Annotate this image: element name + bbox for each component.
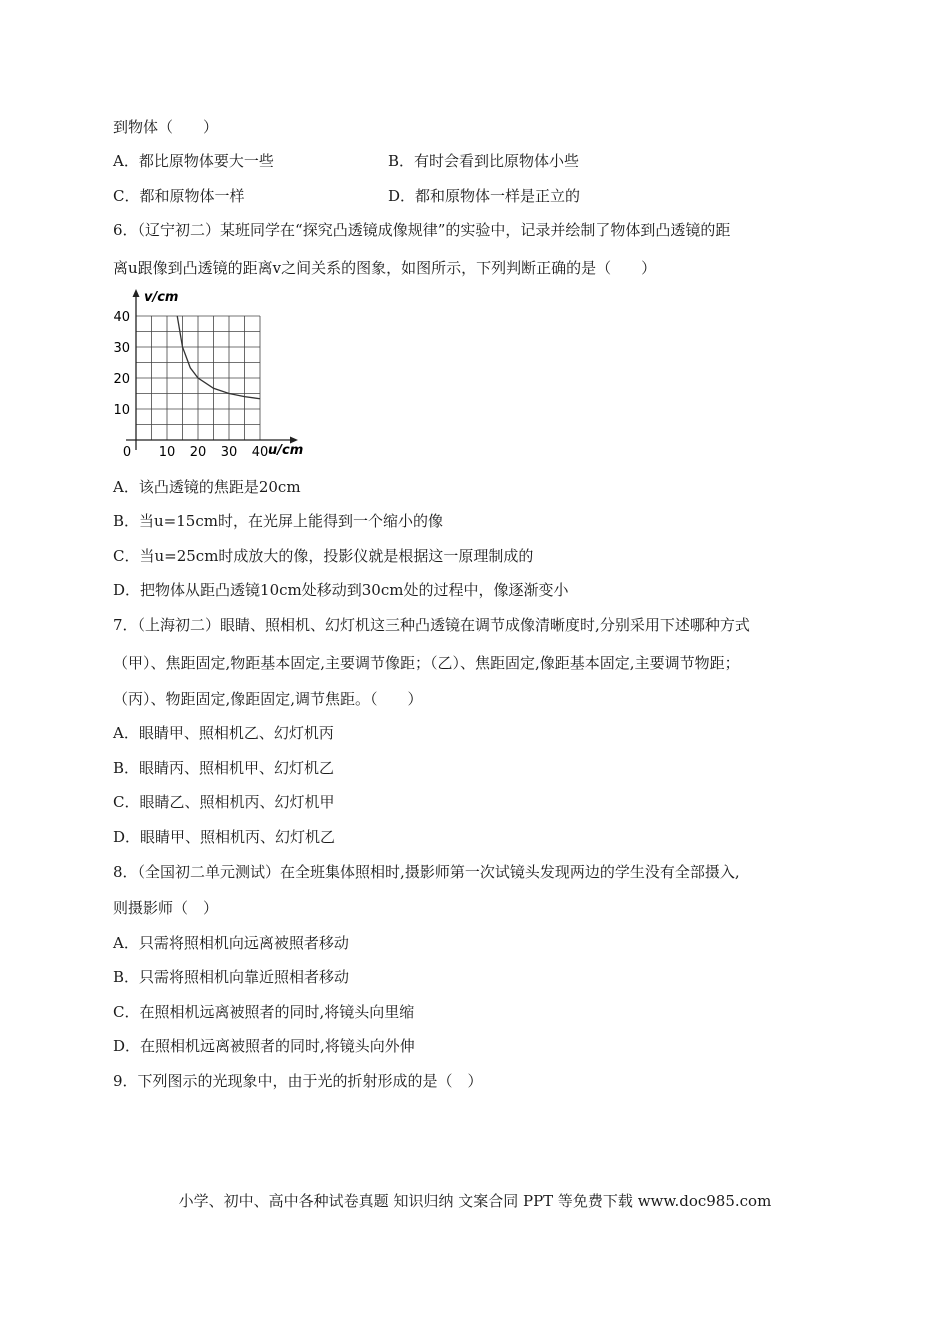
uv-curve bbox=[177, 316, 260, 399]
y-tick-label: 40 bbox=[113, 310, 130, 325]
q6-option-b: B．当u=15cm时，在光屏上能得到一个缩小的像 bbox=[113, 512, 443, 530]
q6-option-d: D．把物体从距凸透镜10cm处移动到30cm处的过程中，像逐渐变小 bbox=[113, 581, 569, 599]
y-tick-labels bbox=[113, 310, 130, 418]
uv-graph bbox=[110, 288, 310, 460]
q8-option-b: B．只需将照相机向靠近照相者移动 bbox=[113, 968, 350, 986]
question-7-stem-cont1: （甲）、焦距固定,物距基本固定,主要调节像距；（乙）、焦距固定,像距基本固定,主要调节物距； bbox=[113, 654, 740, 672]
question-6-stem: 6．（辽宁初二）某班同学在“探究凸透镜成像规律”的实验中，记录并绘制了物体到凸透镜的距 bbox=[113, 221, 731, 239]
question-9-stem: 9．下列图示的光现象中，由于光的折射形成的是（ ） bbox=[113, 1072, 483, 1090]
x-tick-label: 40 bbox=[251, 445, 269, 460]
y-tick-label: 10 bbox=[113, 403, 130, 418]
q6-option-c: C．当u=25cm时成放大的像，投影仪就是根据这一原理制成的 bbox=[113, 547, 534, 565]
q6-option-a: A．该凸透镜的焦距是20cm bbox=[113, 478, 301, 496]
y-axis-label: v/cm bbox=[144, 290, 179, 305]
x-tick-labels bbox=[123, 445, 268, 460]
q7-option-d: D．眼睛甲、照相机丙、幻灯机乙 bbox=[113, 828, 336, 846]
question-5-stem-end: 到物体（ ） bbox=[113, 118, 219, 136]
question-7-stem: 7．（上海初二）眼睛、照相机、幻灯机这三种凸透镜在调节成像清晰度时,分别采用下述哪种方式 bbox=[113, 616, 750, 634]
q7-option-c: C．眼睛乙、照相机丙、幻灯机甲 bbox=[113, 793, 335, 811]
x-axis-label: u/cm bbox=[268, 443, 304, 458]
question-7-stem-cont2: （丙）、物距固定,像距固定,调节焦距。（ ） bbox=[113, 690, 423, 708]
q5-option-c: C．都和原物体一样 bbox=[113, 187, 245, 205]
question-8-stem-cont: 则摄影师（ ） bbox=[113, 899, 219, 917]
x-tick-label: 0 bbox=[122, 445, 132, 460]
q5-option-a: A．都比原物体要大一些 bbox=[113, 152, 274, 170]
question-8-stem: 8．（全国初二单元测试）在全班集体照相时,摄影师第一次试镜头发现两边的学生没有全部摄入, bbox=[113, 863, 740, 881]
x-tick-label: 20 bbox=[189, 445, 207, 460]
q7-option-a: A．眼睛甲、照相机乙、幻灯机丙 bbox=[113, 724, 334, 742]
x-tick-label: 10 bbox=[158, 445, 176, 460]
q7-option-b: B．眼睛丙、照相机甲、幻灯机乙 bbox=[113, 759, 335, 777]
q5-option-d: D．都和原物体一样是正立的 bbox=[388, 187, 581, 205]
y-tick-label: 30 bbox=[113, 341, 130, 356]
y-axis-arrow bbox=[133, 289, 140, 297]
q8-option-c: C．在照相机远离被照者的同时,将镜头向里缩 bbox=[113, 1003, 415, 1021]
q8-option-d: D．在照相机远离被照者的同时,将镜头向外伸 bbox=[113, 1037, 415, 1055]
q8-option-a: A．只需将照相机向远离被照者移动 bbox=[113, 934, 349, 952]
page-footer: 小学、初中、高中各种试卷真题 知识归纳 文案合同 PPT 等免费下载 www.doc985.com bbox=[178, 1192, 772, 1210]
y-tick-label: 20 bbox=[113, 372, 130, 387]
question-6-stem-cont: 离u跟像到凸透镜的距离v之间关系的图象，如图所示，下列判断正确的是（ ） bbox=[113, 259, 657, 277]
x-tick-label: 30 bbox=[220, 445, 238, 460]
q5-option-b: B．有时会看到比原物体小些 bbox=[388, 152, 580, 170]
